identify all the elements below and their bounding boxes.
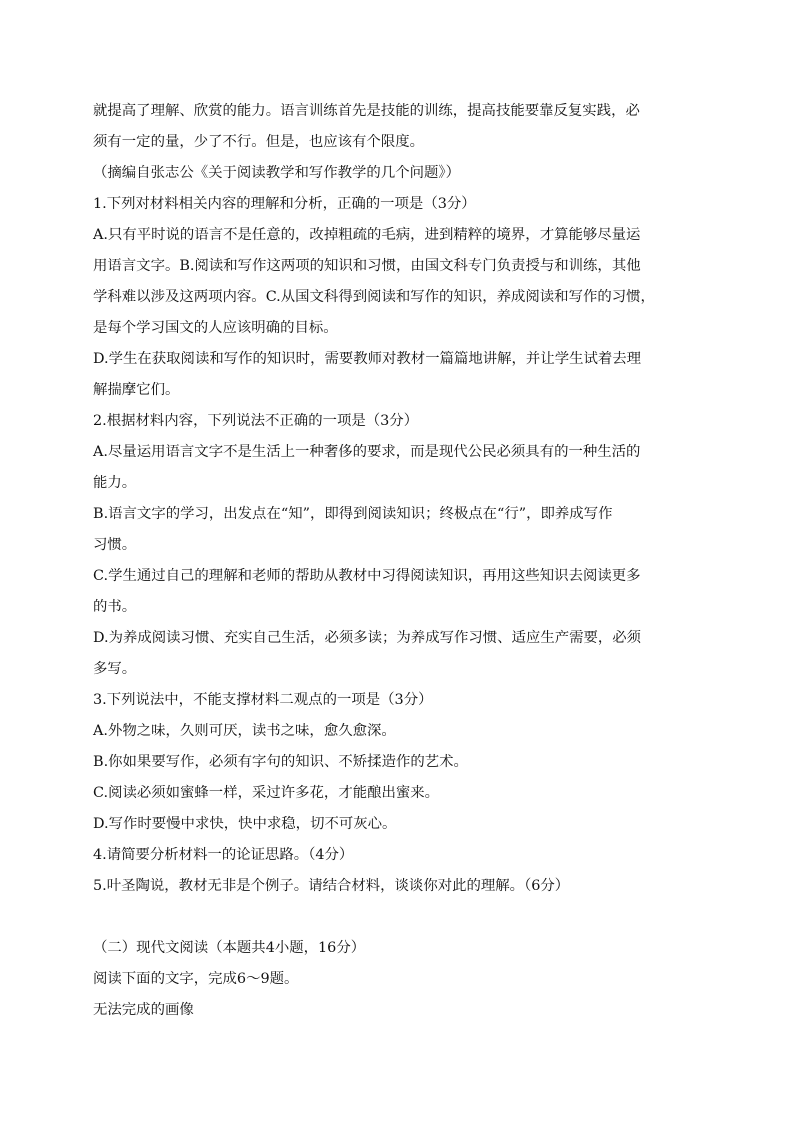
question-3-stem: 3.下列说法中，不能支撑材料二观点的一项是（3分）: [93, 692, 433, 708]
question-1-option-text: 用语言文字。B.阅读和写作这两项的知识和习惯，由国文科专门负责授与和训练，其他: [93, 258, 641, 274]
document-body: [93, 96, 703, 1026]
question-1-option-text: 是每个学习国文的人应该明确的目标。: [93, 320, 338, 336]
section-instruction: 阅读下面的文字，完成6～9题。: [93, 971, 299, 987]
section-heading: （二）现代文阅读（本题共4小题，16分）: [93, 940, 366, 956]
blank-line: [93, 902, 703, 933]
question-1-option-d: 解揣摩它们。: [93, 382, 180, 398]
question-1-option-text: A.只有平时说的语言不是任意的，改掉粗疏的毛病，进到精粹的境界，才算能够尽量运: [93, 227, 641, 243]
passage-title: 无法完成的画像: [93, 1002, 194, 1018]
question-2-option-b: B.语言文字的学习，出发点在“知”，即得到阅读知识；终极点在“行”，即养成写作: [93, 506, 613, 522]
question-2-stem: 2.根据材料内容，下列说法不正确的一项是（3分）: [93, 413, 419, 429]
question-3-option-c: C.阅读必须如蜜蜂一样，采过许多花，才能酿出蜜来。: [93, 785, 440, 801]
question-5: 5.叶圣陶说，教材无非是个例子。请结合材料，谈谈你对此的理解。（6分）: [93, 878, 570, 894]
question-2-option-a: A.尽量运用语言文字不是生活上一种奢侈的要求，而是现代公民必须具有的一种生活的: [93, 444, 641, 460]
question-2-option-c: 的书。: [93, 599, 137, 615]
question-2-option-d: D.为养成阅读习惯、充实自己生活，必须多读；为养成写作习惯、适应生产需要，必须: [93, 630, 642, 646]
question-4: 4.请简要分析材料一的论证思路。（4分）: [93, 847, 354, 863]
question-2-option-b: 习惯。: [93, 537, 137, 553]
question-1-option-d: D.学生在获取阅读和写作的知识时，需要教师对教材一篇篇地讲解，并让学生试着去理: [93, 351, 642, 367]
question-2-option-d: 多写。: [93, 661, 137, 677]
question-2-option-a: 能力。: [93, 475, 137, 491]
text-line: 须有一定的量，少了不行。但是，也应该有个限度。: [93, 134, 424, 150]
question-3-option-a: A.外物之味，久则可厌，读书之味，愈久愈深。: [93, 723, 396, 739]
question-1-stem: 1.下列对材料相关内容的理解和分析，正确的一项是（3分）: [93, 196, 476, 212]
text-line: 就提高了理解、欣赏的能力。语言训练首先是技能的训练，提高技能要靠反复实践，必: [93, 103, 640, 119]
question-1-option-text: 学科难以涉及这两项内容。C.从国文科得到阅读和写作的知识，养成阅读和写作的习惯，: [93, 289, 655, 305]
question-2-option-c: C.学生通过自己的理解和老师的帮助从教材中习得阅读知识，再用这些知识去阅读更多: [93, 568, 641, 584]
question-3-option-d: D.写作时要慢中求快，快中求稳，切不可灰心。: [93, 816, 397, 832]
question-3-option-b: B.你如果要写作，必须有字句的知识、不矫揉造作的艺术。: [93, 754, 468, 770]
source-citation: （摘编自张志公《关于阅读教学和写作教学的几个问题》）: [93, 165, 460, 181]
